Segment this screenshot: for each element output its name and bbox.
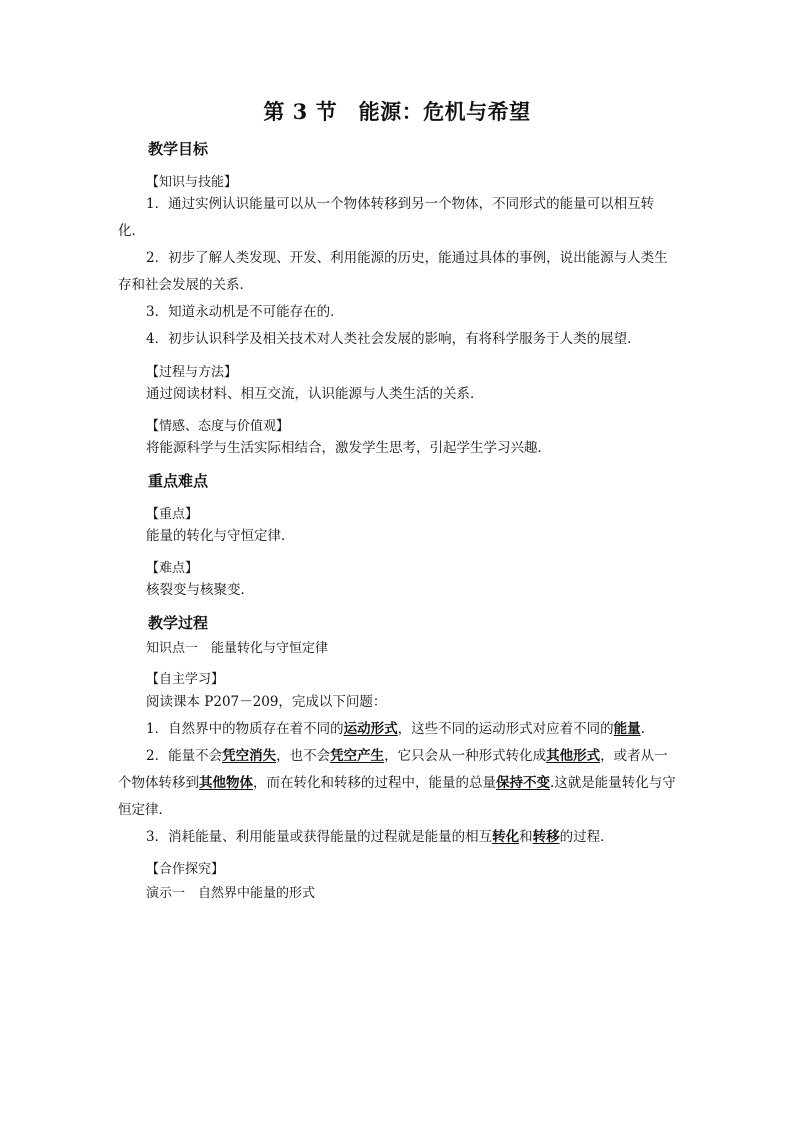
answer-blank: 保持不变 <box>496 775 550 791</box>
answer-blank: 其他形式 <box>546 748 601 764</box>
answer-blank: 转化 <box>492 829 520 845</box>
tag-knowledge-skills: 【知识与技能】 <box>146 175 238 190</box>
goal-item-1: 1．通过实例认识能量可以从一个物体转移到另一个物体，不同形式的能量可以相互转化． <box>118 196 655 239</box>
answer-blank: 凭空消失 <box>222 748 277 764</box>
tag-difficult-point: 【难点】 <box>146 561 199 576</box>
process-text: 通过阅读材料、相互交流，认识能源与人类生活的关系． <box>146 386 484 402</box>
question-3: 3．消耗能量、利用能量或获得能量的过程就是能量的相互转化和转移的过程． <box>146 829 614 845</box>
answer-blank: 凭空产生 <box>330 748 385 764</box>
tag-emotion-values: 【情感、态度与价值观】 <box>146 419 290 434</box>
goal-item-3: 3．知道永动机是不可能存在的． <box>146 304 344 320</box>
question-2: 2．能量不会凭空消失，也不会凭空产生，它只会从一种形式转化成其他形式，或者从一个物体转移到其他物体，而在转化和转移的过程中，能量的总量保持不变.这就是能量转化与守恒定律． <box>118 748 676 818</box>
heading-key-difficult: 重点难点 <box>148 472 209 490</box>
goal-item-2: 2．初步了解人类发现、开发、利用能源的历史，能通过具体的事例，说出能源与人类生存和社会发展的关系． <box>118 250 668 293</box>
answer-blank: 能量 <box>613 721 641 737</box>
answer-blank: 运动形式 <box>343 721 398 737</box>
tag-self-study: 【自主学习】 <box>146 672 225 687</box>
emotion-text: 将能源科学与生活实际相结合，激发学生思考，引起学生学习兴趣． <box>146 440 551 456</box>
difficult-point-text: 核裂变与核聚变． <box>146 582 254 598</box>
question-1: 1．自然界中的物质存在着不同的运动形式，这些不同的运动形式对应着不同的能量. <box>146 721 645 737</box>
tag-cooperative-inquiry: 【合作探究】 <box>146 862 225 877</box>
reading-instruction: 阅读课本 P207－209，完成以下问题： <box>146 694 387 710</box>
key-point-text: 能量的转化与守恒定律． <box>146 528 295 544</box>
answer-blank: 转移 <box>532 829 560 845</box>
heading-teaching-goals: 教学目标 <box>148 140 209 158</box>
tag-process-method: 【过程与方法】 <box>146 365 238 380</box>
answer-blank: 其他物体 <box>199 775 253 791</box>
page-title: 第 3 节 能源：危机与希望 <box>263 99 531 124</box>
goal-item-4: 4．初步认识科学及相关技术对人类社会发展的影响，有将科学服务于人类的展望． <box>146 331 641 347</box>
tag-key-point: 【重点】 <box>146 507 199 522</box>
demo-title: 演示一 自然界中能量的形式 <box>146 886 316 901</box>
heading-teaching-process: 教学过程 <box>148 614 209 632</box>
knowledge-point-title: 知识点一 能量转化与守恒定律 <box>146 641 329 656</box>
